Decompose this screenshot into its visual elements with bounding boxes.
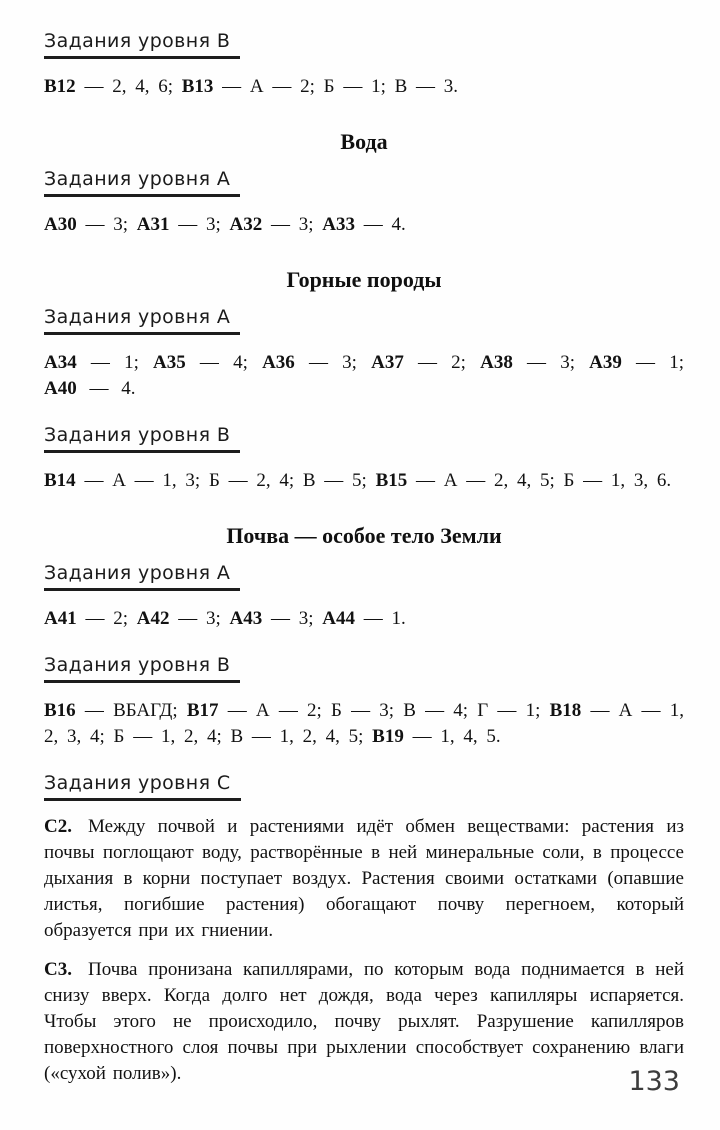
section-title-pochva: Почва — особое тело Земли	[226, 523, 502, 548]
level-label-b	[44, 424, 684, 453]
level-label-a	[44, 306, 684, 335]
answers-line-b16: В16 — ВБАГД; В17 — А — 2; Б — 3; В — 4; Г — 1; В18 — А — 1, 2, 3, 4; Б — 1, 2, 4; В — 1, 2, 4, 5; В19 — 1, 4, 5.	[44, 700, 684, 747]
answers-line-b14: В14 — А — 1, 3; Б — 2, 4; В — 5; В15 — А — 2, 4, 5; Б — 1, 3, 6.	[44, 470, 672, 491]
section-title-gornye-porody: Горные породы	[286, 267, 442, 292]
level-label-b	[44, 30, 684, 59]
answer-block-pochva-c	[44, 772, 684, 1087]
level-label-b	[44, 654, 684, 683]
section-gornye-porody	[44, 266, 684, 494]
level-label-c	[44, 772, 684, 801]
answers-line-a30: А30 — 3; А31 — 3; А32 — 3; А33 — 4.	[44, 214, 406, 235]
section-voda	[44, 128, 684, 238]
answers-line-a34: А34 — 1; А35 — 4; А36 — 3; А37 — 2; А38 — 3; А39 — 1; А40 — 4.	[44, 352, 685, 399]
level-label-text: Задания уровня А	[44, 168, 240, 197]
section-pochva	[44, 522, 684, 1087]
answer-block-pochva-a	[44, 562, 684, 632]
answers-line-a41: А41 — 2; А42 — 3; А43 — 3; А44 — 1.	[44, 608, 406, 629]
level-label-text: Задания уровня В	[44, 654, 240, 683]
level-label-text: Задания уровня В	[44, 424, 240, 453]
answers-line-b12: В12 — 2, 4, 6; В13 — А — 2; Б — 1; В — 3.	[44, 76, 459, 97]
level-label-text: Задания уровня А	[44, 306, 240, 335]
answer-block-intro	[44, 30, 684, 100]
answer-block-gornye-b	[44, 424, 684, 494]
section-title-voda: Вода	[340, 129, 388, 154]
paragraph-c3: С3. Почва пронизана капиллярами, по которым вода поднимается в ней снизу вверх. Когда долго нет дождя, вода через капилляры испаряется. Чтобы этого не происходило, почву рыхлят. Разрушение капилляров поверхностного слоя почвы при рыхлении способствует сохранению влаги («сухой полив»).	[44, 959, 684, 1084]
answer-block-gornye-a	[44, 306, 684, 402]
answer-block-voda-a	[44, 168, 684, 238]
level-label-a	[44, 562, 684, 591]
level-label-a	[44, 168, 684, 197]
paragraph-c2: С2. Между почвой и растениями идёт обмен веществами: растения из почвы поглощают воду, растворённые в ней минеральные соли, в процессе дыхания в корни поступает воздух. Растения своими остатками (опавшие листья, погибшие растения) обогащают почву перегноем, который образуется при их гниении.	[44, 816, 684, 941]
level-label-text: Задания уровня С	[44, 772, 241, 801]
answer-block-pochva-b	[44, 654, 684, 750]
page-number: 133	[628, 1066, 680, 1097]
level-label-text: Задания уровня В	[44, 30, 240, 59]
level-label-text: Задания уровня А	[44, 562, 240, 591]
